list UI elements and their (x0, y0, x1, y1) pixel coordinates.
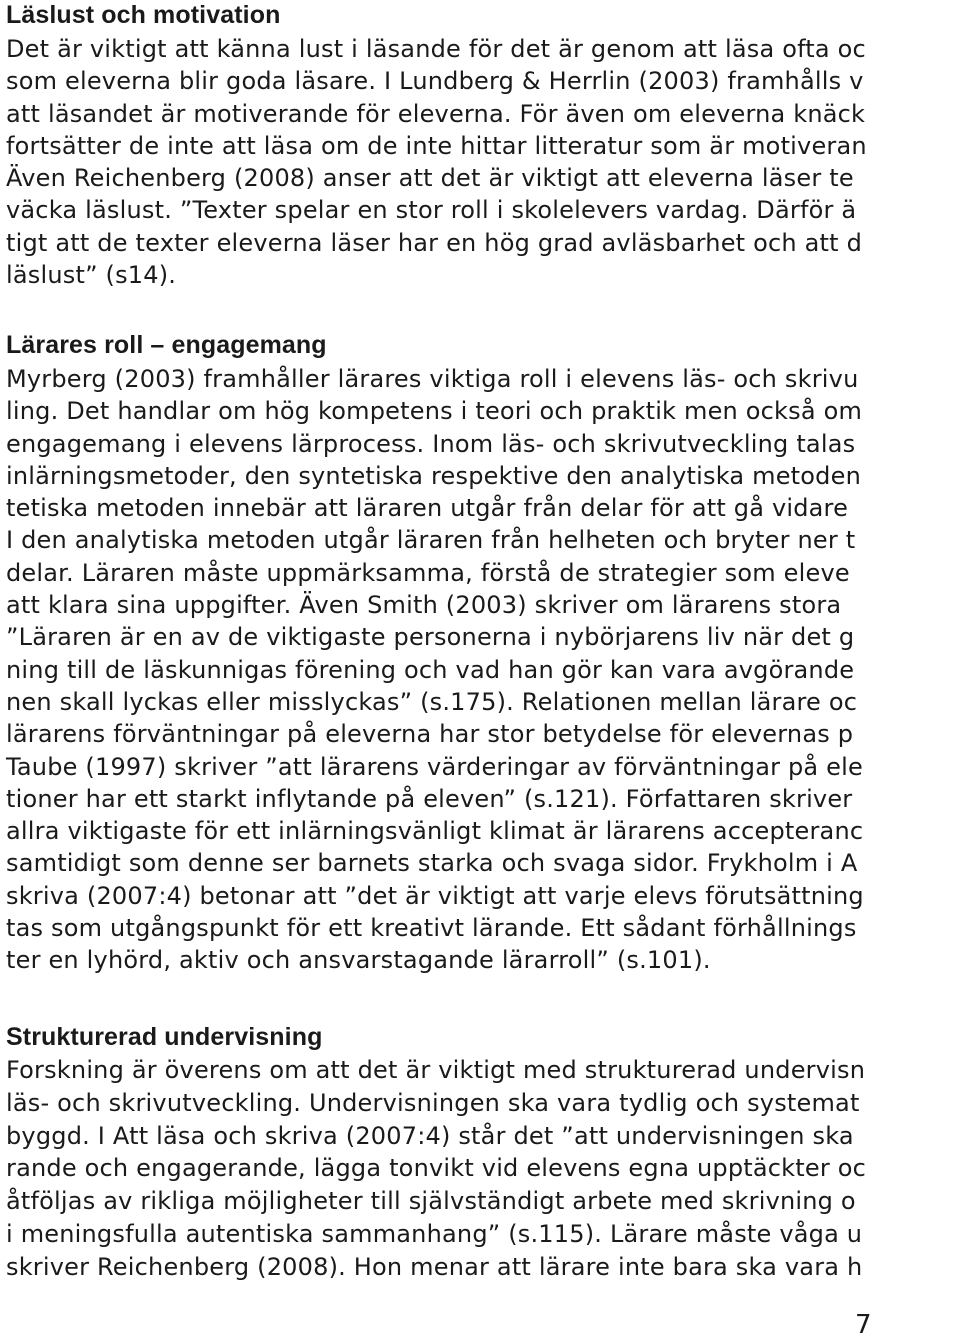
text-line: delar. Läraren måste uppmärksamma, förstå de strategier som eleve (6, 558, 850, 587)
text-line: läs- och skrivutveckling. Undervisningen ska vara tydlig och systemat (6, 1088, 860, 1117)
text-line: ”Läraren är en av de viktigaste personerna i nybörjarens liv när det g (6, 623, 855, 652)
section-heading: Strukturerad undervisning (6, 1023, 323, 1051)
text-line: Forskning är överens om att det är viktigt med strukturerad undervisn (6, 1056, 866, 1084)
text-line: tioner har ett starkt inflytande på eleven” (s.121). Författaren skriver (6, 784, 853, 813)
text-line: I den analytiska metoden utgår läraren från helheten och bryter ner t (6, 526, 856, 555)
text-line: Myrberg (2003) framhåller lärares viktiga roll i elevens läs- och skrivu (6, 365, 859, 393)
section-heading: Läslust och motivation (6, 1, 281, 29)
text-line: väcka läslust. ”Texter spelar en stor roll i skolelevers vardag. Därför ä (6, 196, 857, 225)
text-line: byggd. I Att läsa och skriva (2007:4) står det ”att undervisningen ska (6, 1121, 854, 1150)
text-line: i meningsfulla autentiska sammanhang” (s.115). Lärare måste våga u (6, 1219, 863, 1248)
page-number: 7 (855, 1310, 872, 1340)
section-heading: Lärares roll – engagemang (6, 331, 327, 359)
text-line: samtidigt som denne ser barnets starka och svaga sidor. Frykholm i A (6, 849, 858, 878)
text-line: åtföljas av rikliga möjligheter till självständigt arbete med skrivning o (6, 1187, 856, 1216)
text-line: inlärningsmetoder, den syntetiska respektive den analytiska metoden (6, 461, 861, 490)
text-line: lärarens förväntningar på eleverna har stor betydelse för elevernas p (6, 720, 854, 749)
text-line: Även Reichenberg (2008) anser att det är viktigt att eleverna läser te (6, 164, 854, 193)
text-line: ling. Det handlar om hög kompetens i teori och praktik men också om (6, 397, 863, 426)
section-laslust-och-motivation (6, 0, 960, 291)
text-line: engagemang i elevens lärprocess. Inom läs- och skrivutveckling talas (6, 429, 856, 458)
text-line: som eleverna blir goda läsare. I Lundberg & Herrlin (2003) framhålls v (6, 67, 864, 96)
text-line: fortsätter de inte att läsa om de inte hittar litteratur som är motiveran (6, 131, 867, 160)
text-line: skriva (2007:4) betonar att ”det är viktigt att varje elevs förutsättning (6, 881, 864, 910)
text-line: tetiska metoden innebär att läraren utgår från delar för att gå vidare (6, 494, 849, 523)
text-line: att klara sina uppgifter. Även Smith (2003) skriver om lärarens stora (6, 591, 842, 620)
text-line: tigt att de texter eleverna läser har en hög grad avläsbarhet och att d (6, 228, 863, 257)
text-line: att läsandet är motiverande för eleverna. För även om eleverna knäck (6, 99, 866, 128)
text-line: rande och engagerande, lägga tonvikt vid elevens egna upptäckter oc (6, 1154, 867, 1183)
section-larares-roll (6, 330, 960, 977)
text-line: Taube (1997) skriver ”att lärarens värderingar av förväntningar på ele (6, 752, 863, 781)
section-strukturerad-undervisning (6, 1022, 960, 1284)
text-line: ning till de läskunnigas förening och vad han gör kan vara avgörande (6, 655, 855, 684)
text-line: läslust” (s14). (6, 261, 177, 290)
text-line: tas som utgångspunkt för ett kreativt lärande. Ett sådant förhållnings (6, 914, 857, 943)
text-line: Det är viktigt att känna lust i läsande för det är genom att läsa ofta oc (6, 35, 866, 63)
text-line: skriver Reichenberg (2008). Hon menar att lärare inte bara ska vara h (6, 1252, 863, 1281)
text-line: nen skall lyckas eller misslyckas” (s.175). Relationen mellan lärare oc (6, 687, 858, 716)
text-line: allra viktigaste för ett inlärningsvänligt klimat är lärarens accepteranc (6, 817, 864, 846)
text-line: ter en lyhörd, aktiv och ansvarstagande lärarroll” (s.101). (6, 946, 711, 975)
